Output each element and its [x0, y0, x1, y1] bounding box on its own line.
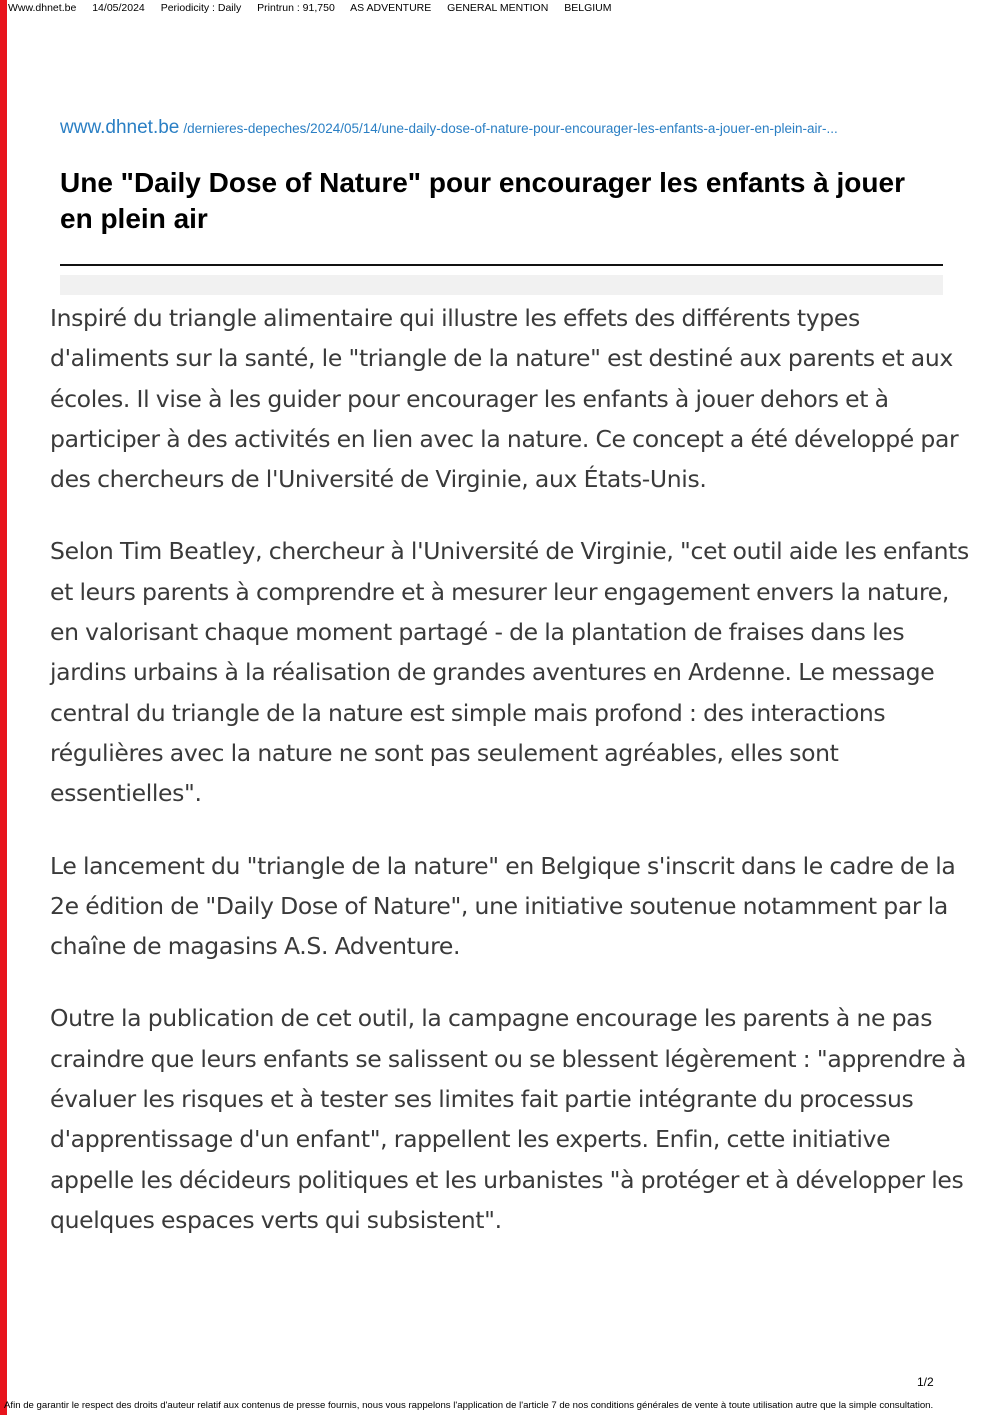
- meta-date: 14/05/2024: [92, 2, 145, 14]
- clipping-meta-bar: [8, 2, 624, 14]
- left-accent-bar: [0, 0, 7, 1415]
- source-domain[interactable]: www.dhnet.be: [60, 117, 180, 138]
- source-url[interactable]: [60, 117, 950, 139]
- meta-mention: GENERAL MENTION: [447, 2, 549, 14]
- meta-printrun: Printrun : 91,750: [257, 2, 335, 14]
- page-number: 1/2: [917, 1375, 934, 1389]
- meta-periodicity: Periodicity : Daily: [160, 2, 242, 14]
- article-headline: Une "Daily Dose of Nature" pour encourager les enfants à jouer en plein air: [60, 167, 905, 234]
- headline-divider: [60, 264, 943, 266]
- article-body: [50, 298, 970, 1272]
- article-paragraph: Inspiré du triangle alimentaire qui illustre les effets des différents types d'aliments sur la santé, le "triangle de la nature" est destiné aux parents et aux écoles. Il vise à les guider pour encourager les enfants à jouer dehors et à participer à des activités en lien avec la nature. Ce concept a été développé par des chercheurs de l'Université de Virginie, aux États-Unis.: [50, 304, 959, 494]
- meta-country: BELGIUM: [564, 2, 612, 14]
- meta-site: Www.dhnet.be: [8, 2, 77, 14]
- source-path[interactable]: /dernieres-depeches/2024/05/14/une-daily-dose-of-nature-pour-encourager-les-enfants-a-jouer-en-plein-air-...: [183, 121, 838, 136]
- copyright-disclaimer: Afin de garantir le respect des droits d'auteur relatif aux contenus de presse fournis, nous vous rappelons l'application de l'article 7 de nos conditions générales de vente à toute utilisation autre que la simple consultation.: [4, 1400, 934, 1411]
- article-paragraph: Outre la publication de cet outil, la campagne encourage les parents à ne pas craindre que leurs enfants se salissent ou se blessent légèrement : "apprendre à évaluer les risques et à tester ses limites fait partie intégrante du processus d'apprentissage d'un enfant", rappellent les experts. Enfin, cette initiative appelle les décideurs politiques et les urbanistes "à protéger et à développer les quelques espaces verts qui subsistent".: [50, 1004, 966, 1234]
- grey-strip: [60, 275, 943, 295]
- article-paragraph: Le lancement du "triangle de la nature" en Belgique s'inscrit dans le cadre de la 2e édition de "Daily Dose of Nature", une initiative soutenue notamment par la chaîne de magasins A.S. Adventure.: [50, 851, 956, 961]
- meta-client: AS ADVENTURE: [350, 2, 432, 14]
- article-paragraph: Selon Tim Beatley, chercheur à l'Université de Virginie, "cet outil aide les enfants et leurs parents à comprendre et à mesurer leur engagement envers la nature, en valorisant chaque moment partagé - de la plantation de fraises dans les jardins urbains à la réalisation de grandes aventures en Ardenne. Le message central du triangle de la nature est simple mais profond : des interactions régulières avec la nature ne sont pas seulement agréables, elles sont essentielles".: [50, 537, 969, 808]
